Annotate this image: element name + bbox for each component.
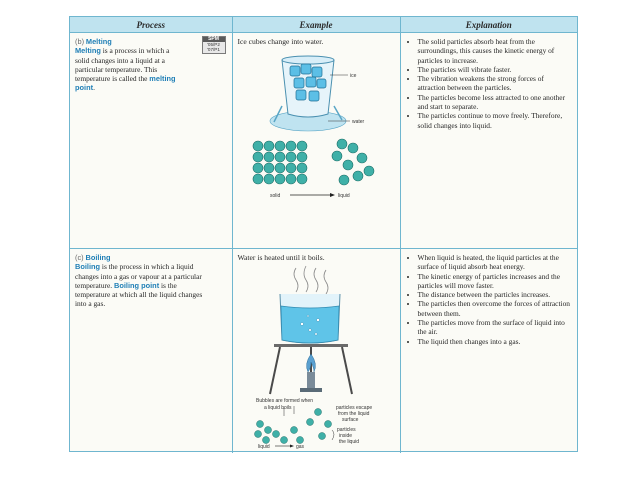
melting-explanation-list xyxy=(406,37,574,130)
list-item: • The solid particles absorb heat from the surroundings, this causes the kinetic energy of particles to increase. xyxy=(418,37,574,65)
explanation-cell-boiling xyxy=(400,249,577,453)
list-item: • The particles become less attracted to one another and start to separate. xyxy=(418,93,574,112)
melting-description-end: . xyxy=(93,83,95,93)
melting-illustration xyxy=(238,48,396,228)
label-water: water xyxy=(351,119,364,126)
header-explanation: Explanation xyxy=(400,17,577,33)
spm-code-2: '07/P1 xyxy=(207,47,220,53)
boiling-illustration xyxy=(238,264,396,450)
example-title-melting: Ice cubes change into water. xyxy=(237,37,324,46)
wire-gauze xyxy=(274,344,348,347)
label-inside-2: inside xyxy=(338,433,352,440)
boiling-water xyxy=(281,306,339,343)
list-item: • The liquid then changes into a gas. xyxy=(418,337,574,346)
keyword-melting: Melting xyxy=(75,46,101,56)
list-item: • The particles move from the surface of liquid into the air. xyxy=(418,318,574,337)
list-item: • The particles then overcome the forces of attraction between them. xyxy=(418,299,574,318)
label-gas: gas xyxy=(295,444,304,451)
section-title-boiling: Boiling xyxy=(85,253,111,262)
list-item: • The particles continue to move freely. Therefore, solid changes into liquid. xyxy=(418,111,574,130)
section-letter-c: (c) xyxy=(75,253,84,262)
spm-code-1: '05/P2 xyxy=(207,42,220,48)
header-example: Example xyxy=(232,17,400,33)
keyword-boiling: Boiling xyxy=(75,262,101,272)
bunsen-burner xyxy=(307,372,315,390)
list-item: • The vibration weakens the strong forces of attraction between the particles. xyxy=(418,74,574,93)
example-cell-melting xyxy=(232,33,400,249)
process-cell-boiling xyxy=(70,249,232,453)
boiling-explanation-list xyxy=(406,253,574,346)
keyword-melting-point: melting point xyxy=(75,74,176,93)
table-header-row xyxy=(70,17,577,33)
label-escape-2: from the liquid xyxy=(337,411,369,418)
label-bubbles-1: Bubbles are formed when xyxy=(255,398,313,405)
liquid-particles-boiling xyxy=(254,421,303,444)
example-title-boiling: Water is heated until it boils. xyxy=(237,253,325,262)
table-row-melting xyxy=(70,33,577,249)
explanation-cell-melting xyxy=(400,33,577,249)
list-item: • When liquid is heated, the liquid particles at the surface of liquid absorb heat energy. xyxy=(418,253,574,272)
gas-particles xyxy=(306,409,331,440)
section-title-melting: Melting xyxy=(85,37,112,46)
list-item: • The kinetic energy of particles increases and the particles will move faster. xyxy=(418,272,574,291)
table-row-boiling xyxy=(70,249,577,453)
boiling-description: is the process in which a liquid changes into a gas or vapour at a particular temperature. xyxy=(75,262,202,290)
process-table xyxy=(70,17,577,453)
header-process: Process xyxy=(70,17,232,33)
list-item: • The distance between the particles increases. xyxy=(418,290,574,299)
spm-badge xyxy=(202,36,226,54)
label-inside-1: particles xyxy=(336,427,356,434)
label-ice: ice xyxy=(349,73,356,80)
label-solid: solid xyxy=(269,193,280,200)
section-letter-b: (b) xyxy=(75,37,85,46)
textbook-page xyxy=(69,16,578,452)
liquid-particles xyxy=(332,139,374,185)
label-bubbles-2: a liquid boils xyxy=(263,405,292,412)
label-escape-3: surface xyxy=(341,417,358,424)
label-liquid-melting: liquid xyxy=(337,193,350,200)
solid-particles xyxy=(253,141,307,184)
steam-lines xyxy=(294,266,328,294)
label-liquid-boiling: liquid xyxy=(257,444,270,451)
spm-tag: SPM xyxy=(203,37,225,42)
boiling-description-end: is the temperature at which all the liquid changes into a gas. xyxy=(75,280,203,309)
example-cell-boiling xyxy=(232,249,400,453)
list-item: • The particles will vibrate faster. xyxy=(418,65,574,74)
keyword-boiling-point: Boiling point xyxy=(114,280,160,290)
label-inside-3: the liquid xyxy=(338,439,359,446)
melting-description: is a process in which a solid changes into a liquid at a particular temperature. This temperature is called the xyxy=(75,46,170,84)
process-cell-melting xyxy=(70,33,232,249)
label-escape-1: particles escape xyxy=(335,405,372,412)
